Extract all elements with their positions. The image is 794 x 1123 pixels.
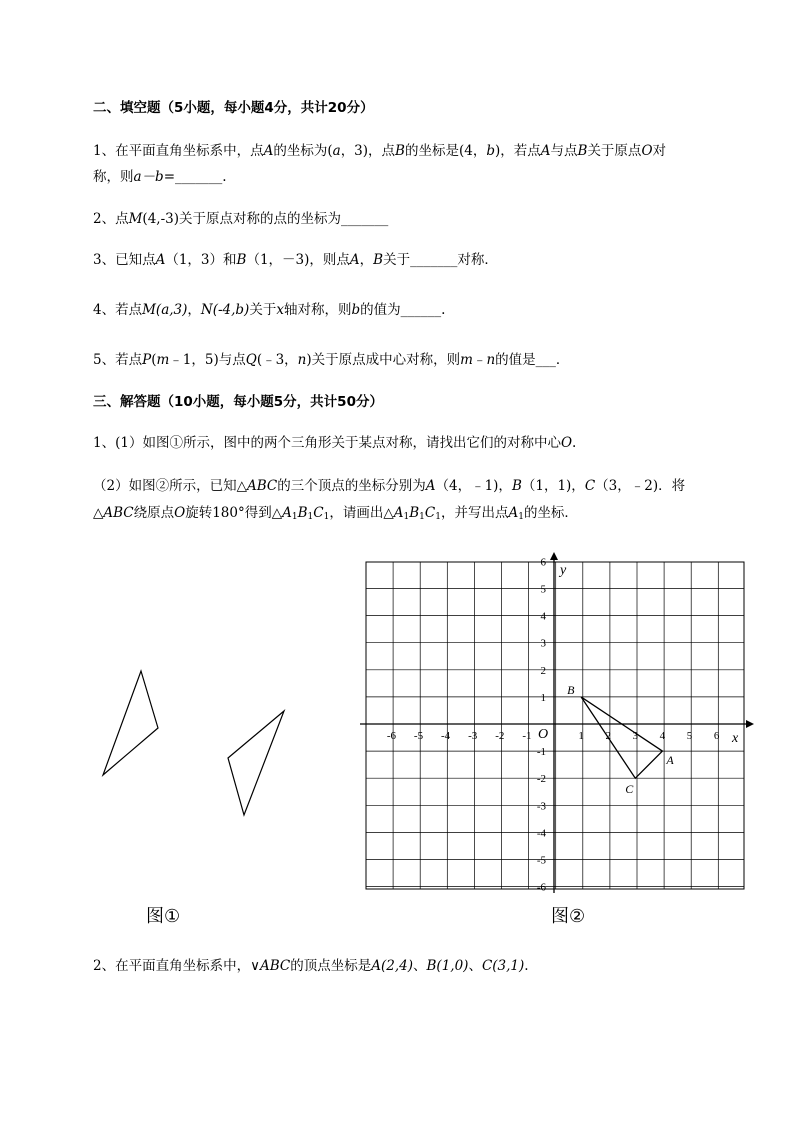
y-tick-label: -1: [536, 746, 546, 759]
figure1-caption: 图①: [146, 906, 181, 927]
point-label-b: B: [567, 682, 575, 697]
x-tick-label: 1: [578, 730, 584, 742]
y-tick-label: 2: [540, 664, 546, 677]
section-heading-solutions: 三、解答题（10小题，每小题5分，共计50分）: [93, 394, 383, 410]
x-tick-label: -1: [522, 730, 532, 742]
x-tick-label: -2: [495, 730, 505, 742]
y-tick-label: 1: [540, 691, 546, 704]
figure1-triangle-2: [228, 711, 284, 815]
p2-line: （2）如图②所示，已知△ABC的三个顶点的坐标分别为A（4，﹣1)，B（1，1)，C（3，﹣2)．将: [93, 478, 686, 494]
q2-solution-line: 2、在平面直角坐标系中，∨ABC的顶点坐标是A(2,4)、B(1,0)、C(3,1).: [93, 958, 529, 974]
y-tick-label: 5: [540, 583, 546, 596]
y-tick-label: -6: [536, 881, 546, 894]
point-label-a: A: [666, 753, 674, 768]
x-tick-label: 3: [632, 730, 639, 742]
q1-line2: 称，则a－b=_______.: [93, 169, 227, 185]
x-tick-label: -3: [468, 730, 478, 742]
y-tick-label: -3: [536, 800, 546, 813]
q5-line: 5、若点P(m﹣1，5)与点Q(﹣3，n)关于原点成中心对称，则m﹣n的值是___．: [93, 352, 570, 368]
y-tick-label: -2: [536, 773, 546, 786]
y-tick-label: -5: [536, 854, 546, 867]
x-tick-label: 4: [659, 730, 666, 742]
origin-label: O: [538, 727, 549, 742]
x-tick-label: 5: [686, 730, 693, 742]
q1-line1: 1、在平面直角坐标系中，点A的坐标为(a，3)，点B的坐标是(4，b)，若点A与点B关于原点O对: [93, 143, 667, 159]
point-label-c: C: [625, 782, 634, 797]
x-axis-arrow-icon: [746, 720, 754, 728]
x-tick-label: -6: [386, 730, 396, 742]
x-tick-label: 6: [713, 730, 720, 742]
x-tick-label: 2: [605, 730, 611, 742]
figure2-caption: 图②: [551, 906, 586, 927]
x-axis-label: x: [732, 731, 739, 746]
p3-line: △ABC绕原点O旋转180°得到$\triangle A_1B_1C_1$，请画出$\triangle A_1B_1C_1$，并写出点$A_1$的坐标．: [93, 505, 578, 522]
x-tick-label: -4: [441, 730, 451, 742]
figure1-triangle-1: [103, 671, 158, 775]
y-axis-label: y: [560, 563, 567, 578]
y-tick-label: 3: [540, 637, 546, 650]
y-axis-arrow-icon: [550, 552, 558, 560]
x-tick-label: -5: [413, 730, 424, 742]
y-tick-label: 6: [540, 556, 546, 569]
q2-line: 2、点M(4,-3)关于原点对称的点的坐标为_______: [93, 211, 389, 227]
triangle-abc: [581, 697, 662, 778]
q4-line: 4、若点M(a,3)，N(-4,b)关于x轴对称，则b的值为______.: [93, 302, 446, 318]
section-heading-fill-in: 二、填空题（5小题，每小题4分，共计20分）: [93, 100, 374, 116]
y-tick-label: 4: [540, 610, 546, 623]
p1-line: 1、(1）如图①所示，图中的两个三角形关于某点对称，请找出它们的对称中心O.: [93, 435, 577, 451]
grid-frame: [366, 562, 744, 889]
y-tick-label: -4: [536, 827, 546, 840]
q3-line: 3、已知点A（1，3）和B（1，－3)，则点A，B关于_______对称．: [93, 252, 498, 268]
